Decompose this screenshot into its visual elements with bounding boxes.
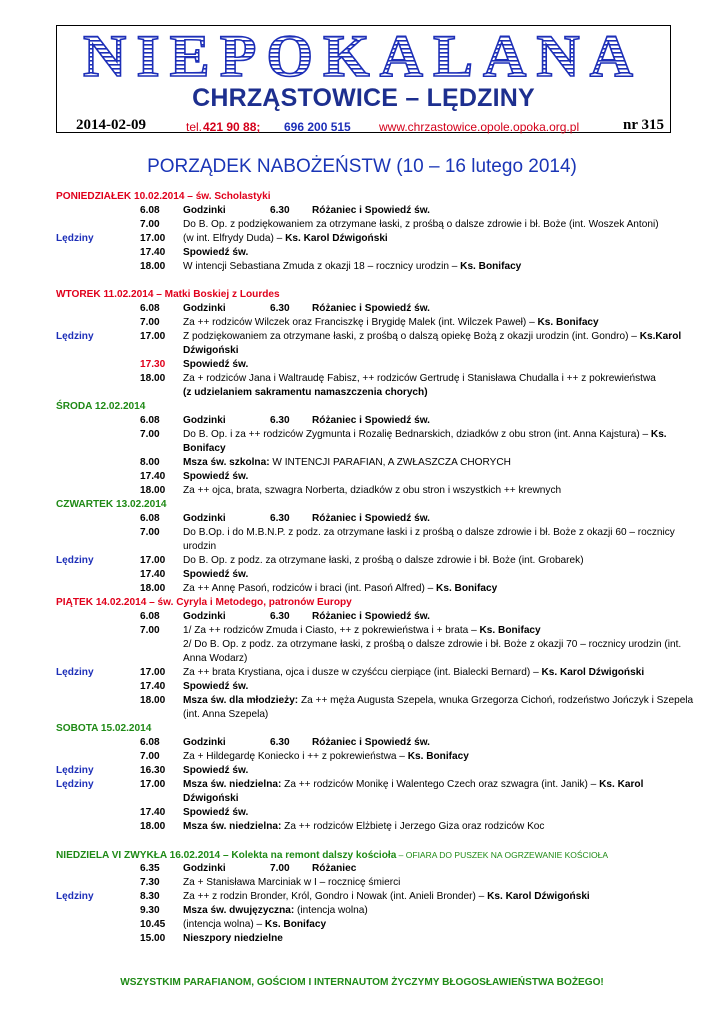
time: 7.30	[140, 877, 160, 888]
mass-type: Msza św. niedzielna:	[183, 821, 282, 832]
day-heading	[56, 498, 696, 512]
time: 7.00	[140, 219, 160, 230]
phone-1[interactable]: 421 90 88;	[203, 120, 261, 134]
time: 7.00	[140, 317, 160, 328]
day-heading-text: CZWARTEK 13.02.2014	[56, 499, 167, 510]
description	[183, 764, 696, 778]
schedule-row	[56, 638, 696, 666]
intention-text: 1/ Za ++ rodziców Zmuda i Ciasto, ++ z pokrewieństwa i + brata –	[183, 625, 480, 636]
time: 17.00	[140, 331, 166, 342]
description	[183, 526, 696, 554]
spacer	[56, 274, 696, 288]
rosary-text: Różaniec i Spowiedź św.	[312, 513, 430, 524]
schedule-row	[56, 246, 696, 260]
schedule-row	[56, 372, 696, 400]
note: (z udzielaniem sakramentu namaszczenia chorych)	[183, 387, 428, 398]
schedule-row	[56, 610, 696, 624]
intention-text: Za ++ ojca, brata, szwagra Norberta, dziadków z obu stron i wszystkich ++ krewnych	[183, 485, 562, 496]
time: 18.00	[140, 583, 166, 594]
day-heading-extra: – OFIARA DO PUSZEK NA OGRZEWANIE KOŚCIOŁA	[396, 850, 609, 860]
intention-text: Do B. Op. z podziękowaniem za otrzymane łaski, z prośbą o dalsze zdrowie i bł. Boże (int. Woszek Antoni)	[183, 219, 659, 230]
schedule-row	[56, 624, 696, 638]
day-heading-text: NIEDZIELA VI ZWYKŁA 16.02.2014 – Kolekta na remont dalszy kościoła	[56, 850, 397, 861]
time: 9.30	[140, 905, 160, 916]
intention-text: W INTENCJI PARAFIAN, A ZWŁASZCZA CHORYCH	[269, 457, 511, 468]
schedule-row	[56, 806, 696, 820]
description	[183, 484, 696, 498]
schedule-row	[56, 456, 696, 470]
time: 17.00	[140, 667, 166, 678]
priest-name: Ks. Karol Dźwigoński	[541, 667, 645, 678]
mass-type: Msza św. szkolna:	[183, 457, 270, 468]
intention-text: Za + Stanisława Marciniak w I – rocznicę śmierci	[183, 877, 401, 888]
time: 6.08	[140, 513, 160, 524]
info-line	[60, 118, 670, 134]
description	[183, 302, 696, 316]
intention-text: Do B. Op. i za ++ rodziców Zygmunta i Rozalię Bednarskich, dziadków z obu stron (int. Anna Kajstura) –	[183, 429, 651, 440]
time: 18.00	[140, 261, 166, 272]
place-label: Lędziny	[56, 765, 94, 776]
schedule-row	[56, 358, 696, 372]
description	[183, 932, 696, 946]
schedule-row	[56, 862, 696, 876]
description	[183, 876, 696, 890]
description	[183, 330, 696, 358]
day-heading	[56, 596, 696, 610]
description	[183, 568, 696, 582]
schedule-row	[56, 736, 696, 750]
schedule-row	[56, 204, 696, 218]
time-2: 7.00	[270, 863, 290, 874]
time: 6.35	[140, 863, 160, 874]
description	[183, 918, 696, 932]
intention-text: Za + Hildegardę Koniecko i ++ z pokrewieństwa –	[183, 751, 408, 762]
time: 10.45	[140, 919, 166, 930]
day-heading	[56, 848, 696, 862]
place-label: Lędziny	[56, 331, 94, 342]
intention-text: Do B. Op. z podz. za otrzymane łaski, z prośbą o dalsze zdrowie i bł. Boże (int. Grobarek)	[183, 555, 584, 566]
schedule-row	[56, 512, 696, 526]
description	[183, 246, 696, 260]
time: 18.00	[140, 821, 166, 832]
place-label: Lędziny	[56, 233, 94, 244]
schedule-row	[56, 680, 696, 694]
time: 7.00	[140, 625, 160, 636]
schedule-row	[56, 470, 696, 484]
intention-text: Za ++ rodziców Monikę i Walentego Czech oraz szwagra (int. Janik) –	[281, 779, 600, 790]
time: 17.00	[140, 233, 166, 244]
schedule-row	[56, 694, 696, 722]
intention-text: Za ++ męża Augusta Szepela, wnuka Grzegorza Cichoń, rodzeństwo Jończyk i Szepela (int. Anna Szepela)	[183, 695, 694, 720]
place-label: Lędziny	[56, 555, 94, 566]
day-heading-text: ŚRODA 12.02.2014	[56, 401, 146, 412]
schedule-row	[56, 582, 696, 596]
schedule-row	[56, 820, 696, 834]
description	[183, 456, 696, 470]
logo-niepokalana	[56, 24, 671, 86]
intention-text: Za ++ z rodzin Bronder, Król, Gondro i Nowak (int. Anieli Bronder) –	[183, 891, 488, 902]
schedule-row	[56, 568, 696, 582]
description	[183, 862, 696, 876]
intention-text: Za ++ rodziców Wilczek oraz Franciszkę i Brygidę Malek (int. Wilczek Paweł) –	[183, 317, 538, 328]
description	[183, 512, 696, 526]
place-label: Lędziny	[56, 779, 94, 790]
day-heading-text: PONIEDZIAŁEK 10.02.2014 – św. Scholastyki	[56, 191, 271, 202]
day-heading	[56, 400, 696, 414]
rosary-text: Różaniec i Spowiedź św.	[312, 205, 430, 216]
description	[183, 890, 696, 904]
description	[183, 414, 696, 428]
intention-text: Za ++ Annę Pasoń, rodziców i braci (int. Pasoń Alfred) –	[183, 583, 437, 594]
description	[183, 820, 696, 834]
time: 17.00	[140, 779, 166, 790]
time: 17.40	[140, 807, 166, 818]
description	[183, 694, 696, 722]
place-label: Lędziny	[56, 891, 94, 902]
day-heading-text: SOBOTA 15.02.2014	[56, 723, 152, 734]
description	[183, 260, 696, 274]
schedule	[56, 190, 696, 946]
rosary-text: Różaniec i Spowiedź św.	[312, 611, 430, 622]
phone-2[interactable]: 696 200 515	[284, 120, 351, 134]
schedule-row	[56, 316, 696, 330]
time: 6.08	[140, 415, 160, 426]
mass-type: Msza św. niedzielna:	[183, 779, 282, 790]
description	[183, 638, 696, 666]
description	[183, 470, 696, 484]
time: 6.08	[140, 737, 160, 748]
description	[183, 778, 696, 806]
schedule-row	[56, 414, 696, 428]
priest-name: Ks. Karol Dźwigoński	[487, 891, 590, 902]
time: 17.40	[140, 681, 166, 692]
description	[183, 316, 696, 330]
priest-name: Ks. Bonifacy	[436, 583, 498, 594]
godzinki-label: Godzinki	[183, 303, 226, 314]
schedule-row	[56, 232, 696, 246]
description	[183, 624, 696, 638]
schedule-row	[56, 890, 696, 904]
time: 18.00	[140, 695, 166, 706]
time: 7.00	[140, 429, 160, 440]
intention-text: Z podziękowaniem za otrzymane łaski, z prośbą o dalszą opiekę Bożą z okazji urodzin (int. Gondro) –	[183, 331, 640, 342]
description	[183, 358, 696, 372]
time: 8.30	[140, 891, 160, 902]
event-text: Spowiedź św.	[183, 569, 249, 580]
intention-text: 2/ Do B. Op. z podz. za otrzymane łaski, z prośbą o dalsze zdrowie i bł. Boże z okazji 70 – rocznicy urodzin (int. Anna Wodarz)	[183, 639, 682, 664]
time: 17.40	[140, 569, 166, 580]
time-2: 6.30	[270, 513, 290, 524]
spacer	[56, 834, 696, 848]
description	[183, 736, 696, 750]
schedule-row	[56, 218, 696, 232]
schedule-row	[56, 554, 696, 568]
issue-number: nr 315	[623, 117, 664, 133]
time-2: 6.30	[270, 737, 290, 748]
description	[183, 610, 696, 624]
day-heading-text: PIĄTEK 14.02.2014 – św. Cyryla i Metodego, patronów Europy	[56, 597, 352, 608]
godzinki-label: Godzinki	[183, 513, 226, 524]
schedule-row	[56, 302, 696, 316]
time: 6.08	[140, 611, 160, 622]
intention-text: W intencji Sebastiana Zmuda z okazji 18 – rocznicy urodzin –	[183, 261, 461, 272]
time: 7.00	[140, 527, 160, 538]
description	[183, 554, 696, 568]
schedule-row	[56, 260, 696, 274]
godzinki-label: Godzinki	[183, 737, 226, 748]
day-heading-text: WTOREK 11.02.2014 – Matki Boskiej z Lourdes	[56, 289, 280, 300]
tel-label: tel.	[186, 120, 203, 134]
description	[183, 232, 696, 246]
time: 7.00	[140, 751, 160, 762]
mass-type: Msza św. dla młodzieży:	[183, 695, 299, 706]
priest-name: Ks. Bonifacy	[460, 261, 522, 272]
godzinki-label: Godzinki	[183, 863, 226, 874]
time-2: 6.30	[270, 205, 290, 216]
description	[183, 218, 696, 232]
time-2: 6.30	[270, 611, 290, 622]
schedule-row	[56, 904, 696, 918]
schedule-row	[56, 526, 696, 554]
page-title: PORZĄDEK NABOŻEŃSTW (10 – 16 lutego 2014)	[147, 156, 577, 177]
time-2: 6.30	[270, 303, 290, 314]
godzinki-label: Godzinki	[183, 415, 226, 426]
priest-name: Ks. Bonifacy	[479, 625, 541, 636]
intention-text: (intencja wolna) –	[183, 919, 265, 930]
time: 17.30	[140, 359, 166, 370]
description	[183, 372, 696, 400]
logo-text: NIEPOKALANA	[83, 24, 643, 86]
godzinki-label: Godzinki	[183, 611, 226, 622]
time-2: 6.30	[270, 415, 290, 426]
event-text: Spowiedź św.	[183, 247, 249, 258]
time: 18.00	[140, 485, 166, 496]
intention-text: Za + rodziców Jana i Waltraudę Fabisz, ++ rodziców Gertrudę i Stanisława Chudalla i ++ z pokrewieństwa	[183, 373, 656, 384]
mass-type: Msza św. dwujęzyczna:	[183, 905, 295, 916]
event-text: Spowiedź św.	[183, 807, 249, 818]
event-text: Spowiedź św.	[183, 681, 249, 692]
priest-name: Ks. Bonifacy	[537, 317, 599, 328]
rosary-text: Różaniec i Spowiedź św.	[312, 303, 430, 314]
schedule-row	[56, 666, 696, 680]
description	[183, 582, 696, 596]
intention-text: Do B.Op. i do M.B.N.P. z podz. za otrzymane łaski i z prośbą o dalsze zdrowie i bł. Boże z okazji 60 – rocznicy urodzin	[183, 527, 675, 552]
intention-text: Za ++ rodziców Elżbietę i Jerzego Giza oraz rodziców Koc	[281, 821, 545, 832]
schedule-row	[56, 932, 696, 946]
schedule-row	[56, 750, 696, 764]
description	[183, 806, 696, 820]
intention-text: (w int. Elfrydy Duda) –	[183, 233, 286, 244]
intention-text: (intencja wolna)	[294, 905, 368, 916]
description	[183, 680, 696, 694]
description	[183, 666, 696, 680]
rosary-text: Różaniec i Spowiedź św.	[312, 737, 430, 748]
schedule-row	[56, 876, 696, 890]
schedule-row	[56, 778, 696, 806]
schedule-row	[56, 918, 696, 932]
description	[183, 750, 696, 764]
schedule-row	[56, 330, 696, 358]
time: 15.00	[140, 933, 166, 944]
place-label: Lędziny	[56, 667, 94, 678]
event-text: Spowiedź św.	[183, 359, 249, 370]
description	[183, 204, 696, 218]
issue-date: 2014-02-09	[76, 117, 146, 133]
priest-name: Ks. Karol Dźwigoński	[285, 233, 388, 244]
priest-name: Ks. Bonifacy	[264, 919, 327, 930]
priest-name: Ks. Bonifacy	[407, 751, 469, 762]
schedule-row	[56, 428, 696, 456]
day-heading	[56, 722, 696, 736]
priest-name: Ks.Karol Dźwigoński	[183, 331, 682, 356]
priest-name: Ks. Bonifacy	[183, 429, 667, 454]
subtitle: CHRZĄSTOWICE – LĘDZINY	[192, 84, 535, 112]
time: 16.30	[140, 765, 166, 776]
description	[183, 904, 696, 918]
godzinki-label: Godzinki	[183, 205, 226, 216]
event-text: Nieszpory niedzielne	[183, 933, 283, 944]
rosary-text: Różaniec	[312, 863, 357, 874]
rosary-text: Różaniec i Spowiedź św.	[312, 415, 430, 426]
time: 8.00	[140, 457, 160, 468]
priest-name: Ks. Karol Dźwigoński	[183, 779, 644, 804]
intention-text: Za ++ brata Krystiana, ojca i dusze w czyśćcu cierpiące (int. Bialecki Bernard) –	[183, 667, 542, 678]
schedule-row	[56, 764, 696, 778]
footer-greeting: WSZYSTKIM PARAFIANOM, GOŚCIOM I INTERNAUTOM ŻYCZYMY BŁOGOSŁAWIEŃSTWA BOŻEGO!	[120, 977, 604, 988]
time: 17.00	[140, 555, 166, 566]
time: 18.00	[140, 373, 166, 384]
time: 6.08	[140, 303, 160, 314]
day-heading	[56, 288, 696, 302]
time: 17.40	[140, 471, 166, 482]
day-heading	[56, 190, 696, 204]
event-text: Spowiedź św.	[183, 471, 249, 482]
time: 17.40	[140, 247, 166, 258]
schedule-row	[56, 484, 696, 498]
event-text: Spowiedź św.	[183, 765, 249, 776]
time: 6.08	[140, 205, 160, 216]
description	[183, 428, 696, 456]
website-link[interactable]: www.chrzastowice.opole.opoka.org.pl	[379, 120, 580, 134]
